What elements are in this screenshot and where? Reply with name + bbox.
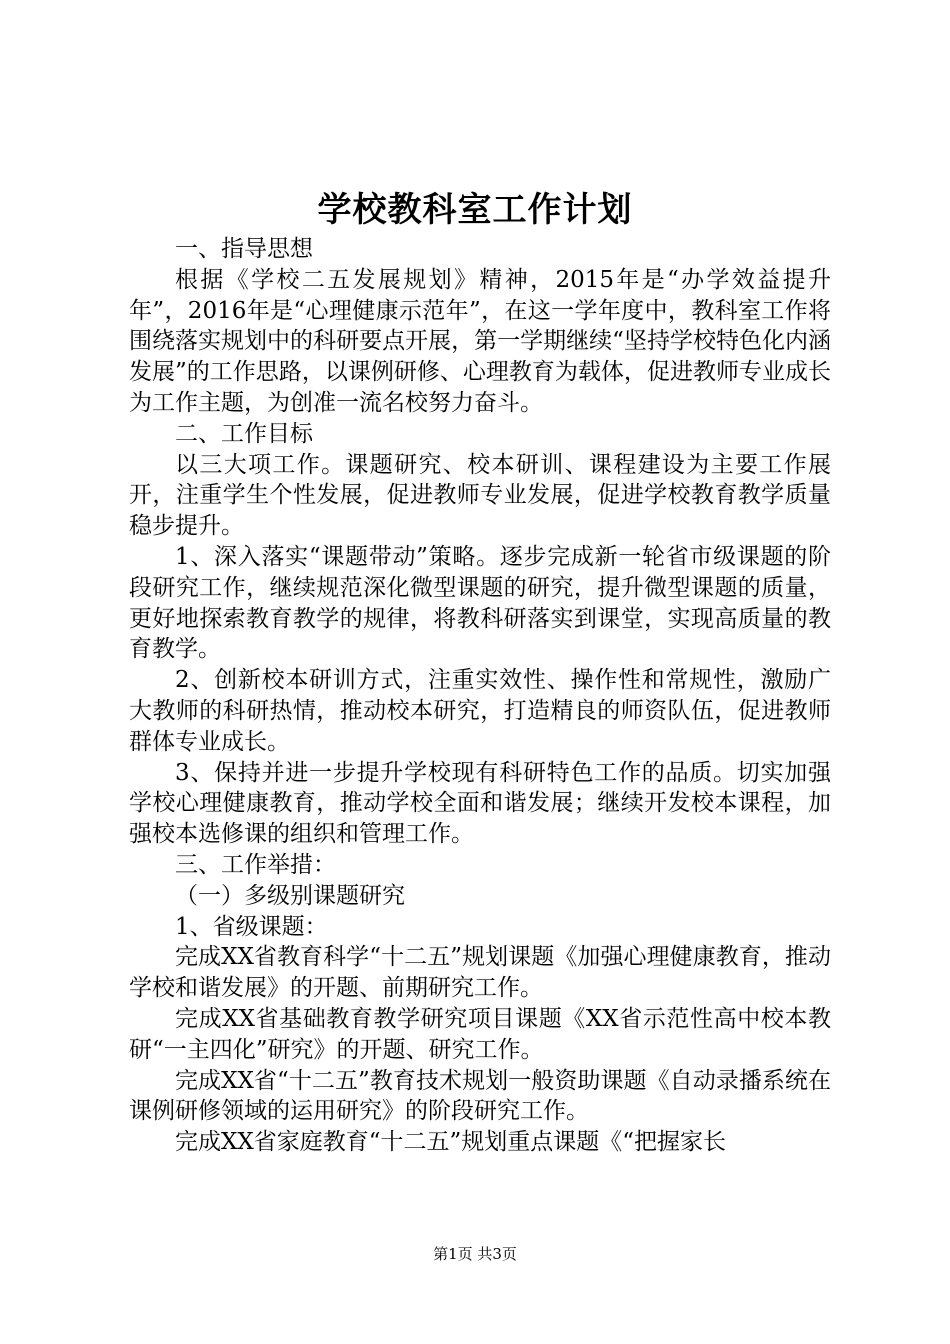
paragraph: 2、创新校本研训方式，注重实效性、操作性和常规性，激励广大教师的科研热情，推动校本研究，打造精良的师资队伍，促进教师群体专业成长。 [129,667,831,755]
section-heading-work-goals: 二、工作目标 [175,420,313,447]
subsection-heading: （一）多级别课题研究 [175,882,405,909]
document-title: 学校教科室工作计划 [317,190,633,230]
document-body [129,234,831,1158]
paragraph: 以三大项工作。课题研究、校本研训、课程建设为主要工作展开，注重学生个性发展，促进教师专业发展，促进学校教育教学质量稳步提升。 [129,451,831,540]
paragraph: 完成XX省家庭教育“十二五”规划重点课题《“把握家长 [175,1129,727,1156]
paragraph: 根据《学校二五发展规划》精神，2015年是“办学效益提升年”，2016年是“心理健康示范年”，在这一学年度中，教科室工作将围绕落实规划中的科研要点开展，第一学期继续“坚持学校特色化内涵发展”的工作思路，以课例研修、心理教育为载体，促进教师专业成长为工作主题，为创准一流名校努力奋斗。 [129,266,831,416]
paragraph: 1、深入落实“课题带动”策略。逐步完成新一轮省市级课题的阶段研究工作，继续规范深化微型课题的研究，提升微型课题的质量，更好地探索教育教学的规律，将教科研落实到课堂，实现高质量的教育教学。 [129,543,831,663]
paragraph: 完成XX省教育科学“十二五”规划课题《加强心理健康教育，推动学校和谐发展》的开题、前期研究工作。 [129,944,831,1002]
section-heading-guiding-ideology: 一、指导思想 [175,236,313,262]
paragraph: 完成XX省“十二五”教育技术规划一般资助课题《自动录播系统在课例研修领域的运用研究》的阶段研究工作。 [129,1067,831,1125]
item-heading: 1、省级课题： [175,913,328,940]
page-footer: 第1页 共3页 [433,1245,517,1263]
paragraph: 完成XX省基础教育教学研究项目课题《XX省示范性高中校本教研“一主四化”研究》的开题、研究工作。 [129,1005,831,1063]
paragraph: 3、保持并进一步提升学校现有科研特色工作的品质。切实加强学校心理健康教育，推动学校全面和谐发展；继续开发校本课程，加强校本选修课的组织和管理工作。 [129,759,831,848]
section-heading-work-measures: 三、工作举措： [175,851,336,878]
